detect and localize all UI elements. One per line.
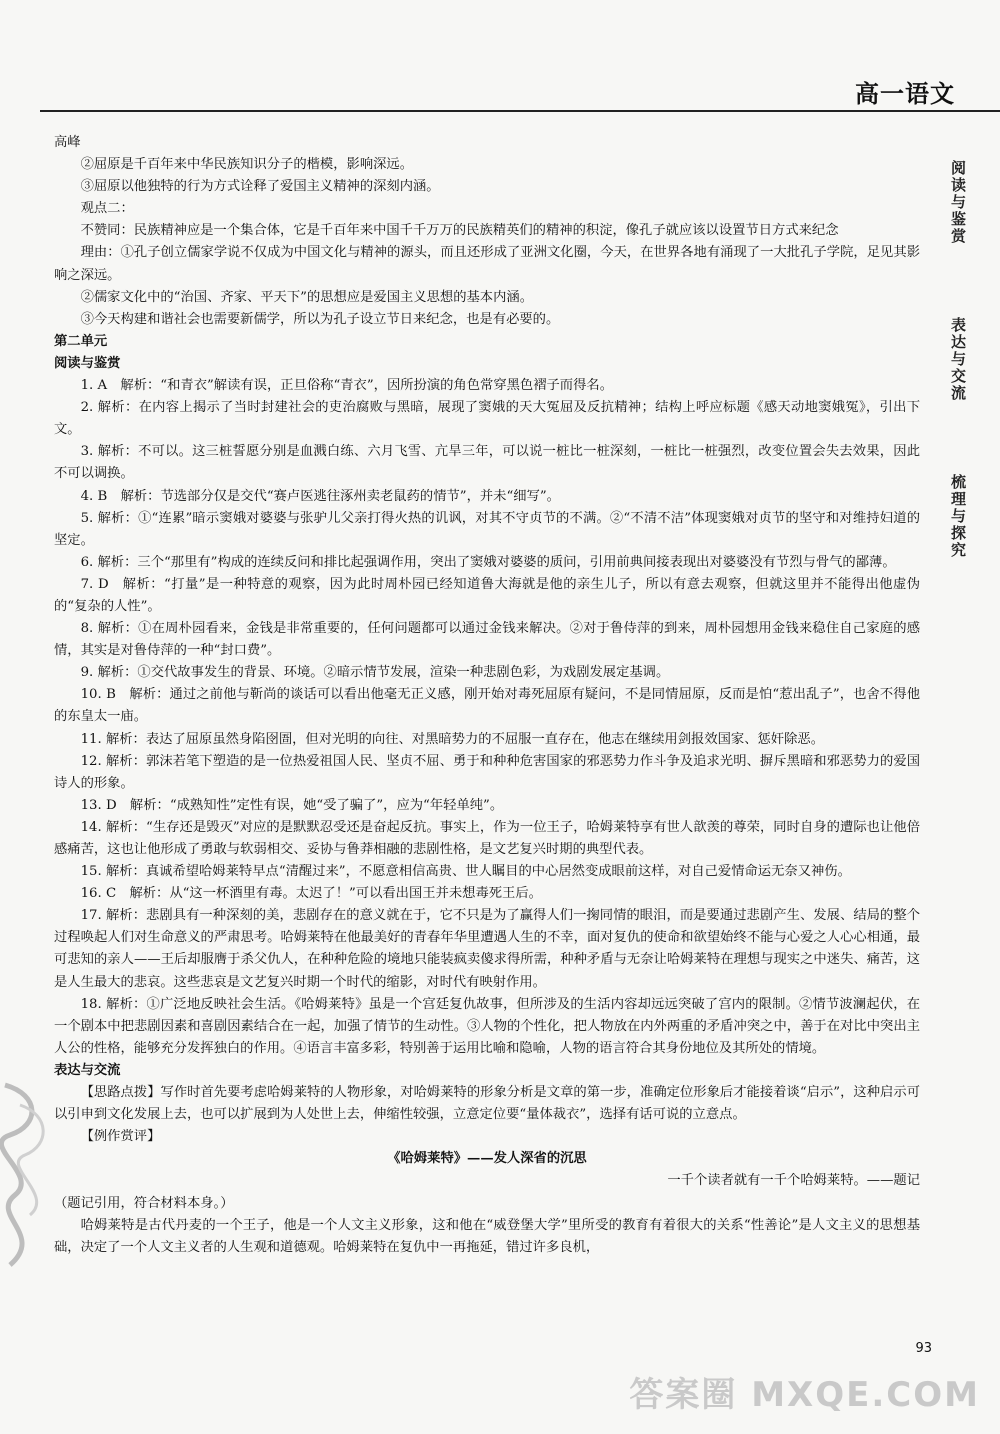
- intro-line: ③今天构建和谐社会也需要新儒学，所以为孔子设立节日来纪念，也是有必要的。: [80, 311, 560, 327]
- answer-item: 13. D 解析：“成熟知性”定性有误，她“受了骗了”，应为“年轻单纯”。: [80, 797, 504, 813]
- answer-item: 3. 解析：不可以。这三桩誓愿分别是血溅白练、六月飞雪、亢旱三年，可以说一桩比一桩深刻，一桩比一桩强烈，改变位置会失去效果，因此不可以调换。: [54, 444, 920, 482]
- intro-line: 不赞同：民族精神应是一个集合体，它是千百年来中国千千万万的民族精英们的精神的积淀，像孔子就应该以设置节日方式来纪念: [80, 223, 839, 239]
- answer-item: 5. 解析：①“连累”暗示窦娥对婆婆与张驴儿父亲打得火热的讥讽，对其不守贞节的不满。②“不清不洁”体现窦娥对贞节的坚守和对维持妇道的坚定。: [54, 510, 920, 548]
- intro-line: 理由：①孔子创立儒家学说不仅成为中国文化与精神的源头，而且还形成了亚洲文化圈，今天，在世界各地有涌现了一大批孔子学院，足见其影响之深远。: [54, 245, 920, 283]
- answer-item: 16. C 解析：从“这一杯酒里有毒。太迟了！”可以看出国王并未想毒死王后。: [80, 886, 542, 902]
- swirl-ornament-icon: [0, 1075, 70, 1275]
- page-content: [54, 132, 920, 1259]
- essay-note: （题记引用，符合材料本身。）: [54, 1195, 234, 1211]
- essay-body: 哈姆莱特是古代丹麦的一个王子，他是一个人文主义形象，这和他在“威登堡大学”里所受的教育有着很大的关系“性善论”是人文主义的思想基础，决定了一个人文主义者的人生观和道德观。哈姆莱特在复仇中一再拖延，错过许多良机，: [54, 1217, 920, 1255]
- unit-title: 第二单元: [54, 333, 108, 349]
- side-tabs: [948, 160, 982, 631]
- header-title: 高一语文: [855, 80, 955, 108]
- answer-item: 15. 解析：真诚希望哈姆莱特早点“清醒过来”，不愿意相信高贵、世人瞩目的中心居然变成眼前这样，对自己爱情命运无奈又神伤。: [80, 864, 851, 880]
- intro-line: ②屈原是千百年来中华民族知识分子的楷模，影响深远。: [80, 157, 414, 173]
- answer-item: 14. 解析：“生存还是毁灭”对应的是默默忍受还是奋起反抗。事实上，作为一位王子，哈姆莱特享有世人歆羡的尊荣，同时自身的遭际也让他倍感痛苦，这也让他形成了勇敢与软弱相交、妥协与鲁莽相融的悲剧性格，是文艺复兴时期的典型代表。: [54, 819, 920, 857]
- answer-item: 1. A 解析：“和青衣”解读有误，正旦俗称“青衣”，因所扮演的角色常穿黑色褶子而得名。: [80, 378, 613, 394]
- reading-heading: 阅读与鉴赏: [54, 355, 121, 371]
- answer-item: 9. 解析：①交代故事发生的背景、环境。②暗示情节发展，渲染一种悲剧色彩，为戏剧发展定基调。: [80, 665, 670, 681]
- essay-title: 《哈姆莱特》——发人深省的沉思: [387, 1151, 587, 1167]
- answer-item: 6. 解析：三个“那里有”构成的连续反问和排比起强调作用，突出了窦娥对婆婆的质问，引用前典间接表现出对婆婆没有节烈与骨气的鄙薄。: [80, 554, 896, 570]
- answer-item: 7. D 解析：“打量”是一种特意的观察，因为此时周朴园已经知道鲁大海就是他的亲生儿子，所以有意去观察，但就这里并不能得出他虚伪的“复杂的人性”。: [54, 576, 920, 614]
- answer-item: 12. 解析：郭沫若笔下塑造的是一位热爱祖国人民、坚贞不屈、勇于和种种危害国家的邪恶势力作斗争及追求光明、摒斥黑暗和邪恶势力的爱国诗人的形象。: [54, 753, 920, 791]
- intro-line: ③屈原以他独特的行为方式诠释了爱国主义精神的深刻内涵。: [80, 179, 440, 195]
- answer-item: 18. 解析：①广泛地反映社会生活。《哈姆莱特》虽是一个宫廷复仇故事，但所涉及的生活内容却远远突破了宫内的限制。②情节波澜起伏，在一个剧本中把悲剧因素和喜剧因素结合在一起，加强了情节的生动性。③人物的个性化，把人物放在内外两重的矛盾冲突之中，善于在对比中突出主人公的性格，能够充分发挥独白的作用。④语言丰富多彩，特别善于运用比喻和隐喻，人物的语言符合其身份地位及其所处的情境。: [54, 996, 920, 1056]
- answer-item: 17. 解析：悲剧具有一种深刻的美，悲剧存在的意义就在于，它不只是为了赢得人们一掬同情的眼泪，而是要通过悲剧产生、发展、结局的整个过程唤起人们对生命意义的严肃思考。哈姆莱特在他最美好的青春年华里遭遇人生的不幸，面对复仇的使命和欲望始终不能与心爱之人心心相通，最可悲知的亲人——王后却服膺于杀父仇人，在种种危险的境地只能装疯卖傻求得所需，种种矛盾与无奈让哈姆莱特在理想与现实之中迷失、痛苦，这是人生最大的悲哀。这些悲哀是文艺复兴时期一个时代的缩影，对时代有映射作用。: [54, 908, 920, 990]
- watermark: 答案圈 MXQE.COM: [629, 1375, 980, 1415]
- answer-list: [54, 375, 920, 1060]
- answer-item: 2. 解析：在内容上揭示了当时封建社会的吏治腐败与黑暗，展现了窦娥的天大冤屈及反抗精神；结构上呼应标题《感天动地窦娥冤》，引出下文。: [54, 400, 920, 438]
- answer-item: 4. B 解析：节选部分仅是交代“赛卢医逃往涿州卖老鼠药的情节”，并未“细写”。: [80, 488, 560, 504]
- answer-item: 11. 解析：表达了屈原虽然身陷囹圄，但对光明的向往、对黑暗势力的不屈服一直存在，他志在继续用剑报效国家、惩奸除恶。: [80, 731, 824, 747]
- side-tab-expression[interactable]: 表达与交流: [949, 317, 967, 402]
- essay-epigraph: 一千个读者就有一千个哈姆莱特。——题记: [667, 1173, 920, 1189]
- example-tag: 【例作赏评】: [80, 1129, 161, 1145]
- side-tab-review[interactable]: 梳理与探究: [949, 474, 967, 559]
- intro-line: 观点二：: [80, 201, 134, 217]
- thinking-text: 写作时首先要考虑哈姆莱特的人物形象，对哈姆莱特的形象分析是文章的第一步，准确定位形象后才能接着谈“启示”，这种启示可以引申到文化发展上去，也可以扩展到为人处世上去，伸缩性较强，立意定位要“量体裁衣”，选择有话可说的立意点。: [54, 1085, 920, 1123]
- thinking-paragraph: [54, 1082, 920, 1126]
- thinking-tag: 【思路点拨】: [80, 1085, 161, 1101]
- answer-item: 10. B 解析：通过之前他与靳尚的谈话可以看出他毫无正义感，刚开始对毒死屈原有疑问，不是同情屈原，反而是怕“惹出乱子”，也舍不得他的东皇太一庙。: [54, 687, 920, 725]
- expression-heading: 表达与交流: [54, 1062, 121, 1078]
- header-rule: [40, 110, 1000, 112]
- page-number: 93: [915, 1341, 932, 1356]
- side-tab-reading[interactable]: 阅读与鉴赏: [949, 160, 967, 245]
- intro-line: ②儒家文化中的“治国、齐家、平天下”的思想应是爱国主义思想的基本内涵。: [80, 289, 533, 305]
- intro-line: 高峰: [54, 135, 81, 150]
- answer-item: 8. 解析：①在周朴园看来，金钱是非常重要的，任何问题都可以通过金钱来解决。②对于鲁侍萍的到来，周朴园想用金钱来稳住自己家庭的感情，其实是对鲁侍萍的一种“封口费”。: [54, 621, 920, 659]
